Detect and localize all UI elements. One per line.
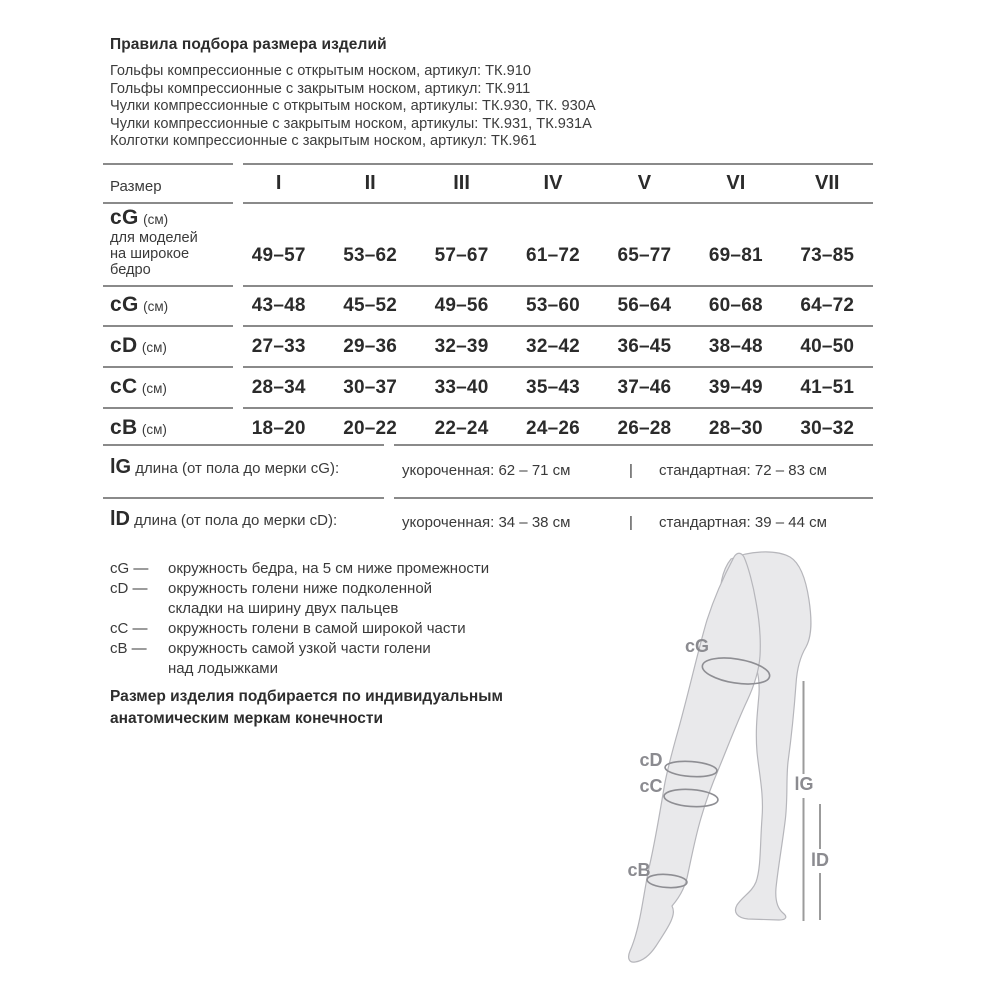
divider: [103, 202, 233, 204]
column-header: IV: [543, 172, 563, 194]
cell: 49–56: [434, 295, 489, 316]
divider: [103, 285, 233, 287]
table-header-size: Размер: [110, 178, 162, 195]
row-label-cg: cG (см): [110, 293, 169, 316]
table-row: [233, 418, 873, 440]
divider: [243, 366, 873, 368]
table-row: [233, 245, 873, 267]
figure-label-ld: lD: [811, 850, 829, 870]
cell: 27–33: [251, 336, 306, 357]
divider: [103, 325, 233, 327]
divider: [103, 407, 233, 409]
cell: 37–46: [617, 377, 672, 398]
cell: 36–45: [617, 336, 672, 357]
cell: 28–34: [251, 377, 306, 398]
cell: 61–72: [526, 245, 580, 266]
legend-item-cd: cD — окружность голени ниже подколенной складки на ширину двух пальцев: [110, 580, 433, 617]
divider: [243, 285, 873, 287]
figure-label-cd: cD: [639, 750, 663, 770]
length-separator: |: [629, 514, 633, 531]
length-row-lg: lG длина (от пола до мерки cG):: [110, 456, 340, 478]
column-header: V: [637, 172, 652, 194]
figure-label-cb: cB: [627, 860, 651, 880]
leg-measurement-figure: [590, 540, 930, 1000]
cell: 38–48: [708, 336, 763, 357]
cell: 26–28: [617, 418, 672, 439]
length-standard-lg: стандартная: 72 – 83 см: [659, 462, 827, 479]
cell: 22–24: [434, 418, 489, 439]
cell: 45–52: [343, 295, 398, 316]
column-header: VII: [815, 172, 840, 194]
column-header: III: [453, 172, 470, 194]
cell: 53–60: [526, 295, 580, 316]
table-column-headers: [233, 172, 873, 195]
product-line: Колготки компрессионные с закрытым носком, артикул: ТК.961: [110, 133, 537, 150]
cell: 28–30: [708, 418, 763, 439]
divider: [103, 366, 233, 368]
divider: [394, 444, 873, 446]
product-line: Чулки компрессионные с закрытым носком, артикулы: ТК.931, ТК.931А: [110, 115, 592, 132]
cell: 33–40: [434, 377, 489, 398]
cell: 69–81: [708, 245, 763, 266]
row-label-cb: cB (см): [110, 416, 167, 439]
cell: 30–32: [800, 418, 855, 439]
product-line: Чулки компрессионные с открытым носком, артикулы: ТК.930, ТК. 930А: [110, 98, 596, 115]
cell: 35–43: [526, 377, 580, 398]
cell: 43–48: [251, 295, 306, 316]
figure-label-cc: cC: [639, 776, 663, 796]
divider: [243, 163, 873, 165]
cell: 24–26: [526, 418, 580, 439]
length-separator: |: [629, 462, 633, 479]
cell: 29–36: [343, 336, 398, 357]
cell: 39–49: [708, 377, 763, 398]
product-line: Гольфы компрессионные с открытым носком, артикул: ТК.910: [110, 63, 531, 79]
column-header: II: [364, 172, 376, 194]
product-list: [110, 63, 596, 151]
product-line: Гольфы компрессионные с закрытым носком, артикул: ТК.911: [110, 80, 531, 97]
figure-label-cg: cG: [684, 636, 710, 656]
divider: [243, 325, 873, 327]
cell: 30–37: [343, 377, 398, 398]
cell: 53–62: [343, 245, 398, 266]
cell: 57–67: [434, 245, 489, 266]
cell: 40–50: [800, 336, 855, 357]
legend: [110, 559, 489, 679]
column-header: VI: [726, 172, 746, 194]
row-label-cg-wide: cG (см) для моделей на широкое бедро: [110, 206, 198, 279]
legend-item-cg: cG — окружность бедра, на 5 см ниже промежности: [110, 560, 490, 577]
divider: [243, 202, 873, 204]
divider: [394, 497, 873, 499]
length-row-ld: lD длина (от пола до мерки cD):: [110, 508, 338, 530]
table-row: [233, 295, 873, 317]
figure-label-lg: lG: [794, 774, 814, 794]
cell: 60–68: [708, 295, 763, 316]
cell: 49–57: [251, 245, 306, 266]
table-row: [233, 336, 873, 358]
divider: [103, 444, 384, 446]
cell: 20–22: [343, 418, 398, 439]
cell: 73–85: [800, 245, 855, 266]
length-label-lg: lG: [110, 456, 132, 478]
row-label-cc: cC (см): [110, 375, 167, 398]
page-title: Правила подбора размера изделий: [110, 36, 387, 53]
table-row: [233, 377, 873, 399]
length-short-ld: укороченная: 34 – 38 см: [402, 514, 571, 531]
cell: 56–64: [617, 295, 672, 316]
sizing-note: Размер изделия подбирается по индивидуальным анатомическим меркам конечности: [110, 688, 503, 727]
divider: [103, 497, 384, 499]
legend-item-cb: cB — окружность самой узкой части голени над лодыжками: [110, 640, 431, 677]
cell: 64–72: [800, 295, 855, 316]
cell: 18–20: [251, 418, 306, 439]
length-label-ld: lD: [110, 508, 130, 530]
legend-item-cc: cC — окружность голени в самой широкой части: [110, 620, 466, 637]
row-label-cd: cD (см): [110, 334, 167, 357]
cell: 65–77: [617, 245, 672, 266]
cell: 41–51: [800, 377, 855, 398]
cell: 32–39: [434, 336, 489, 357]
cell: 32–42: [526, 336, 580, 357]
column-header: I: [275, 172, 282, 194]
length-short-lg: укороченная: 62 – 71 см: [402, 462, 571, 479]
divider: [243, 407, 873, 409]
divider: [103, 163, 233, 165]
length-standard-ld: стандартная: 39 – 44 см: [659, 514, 827, 531]
